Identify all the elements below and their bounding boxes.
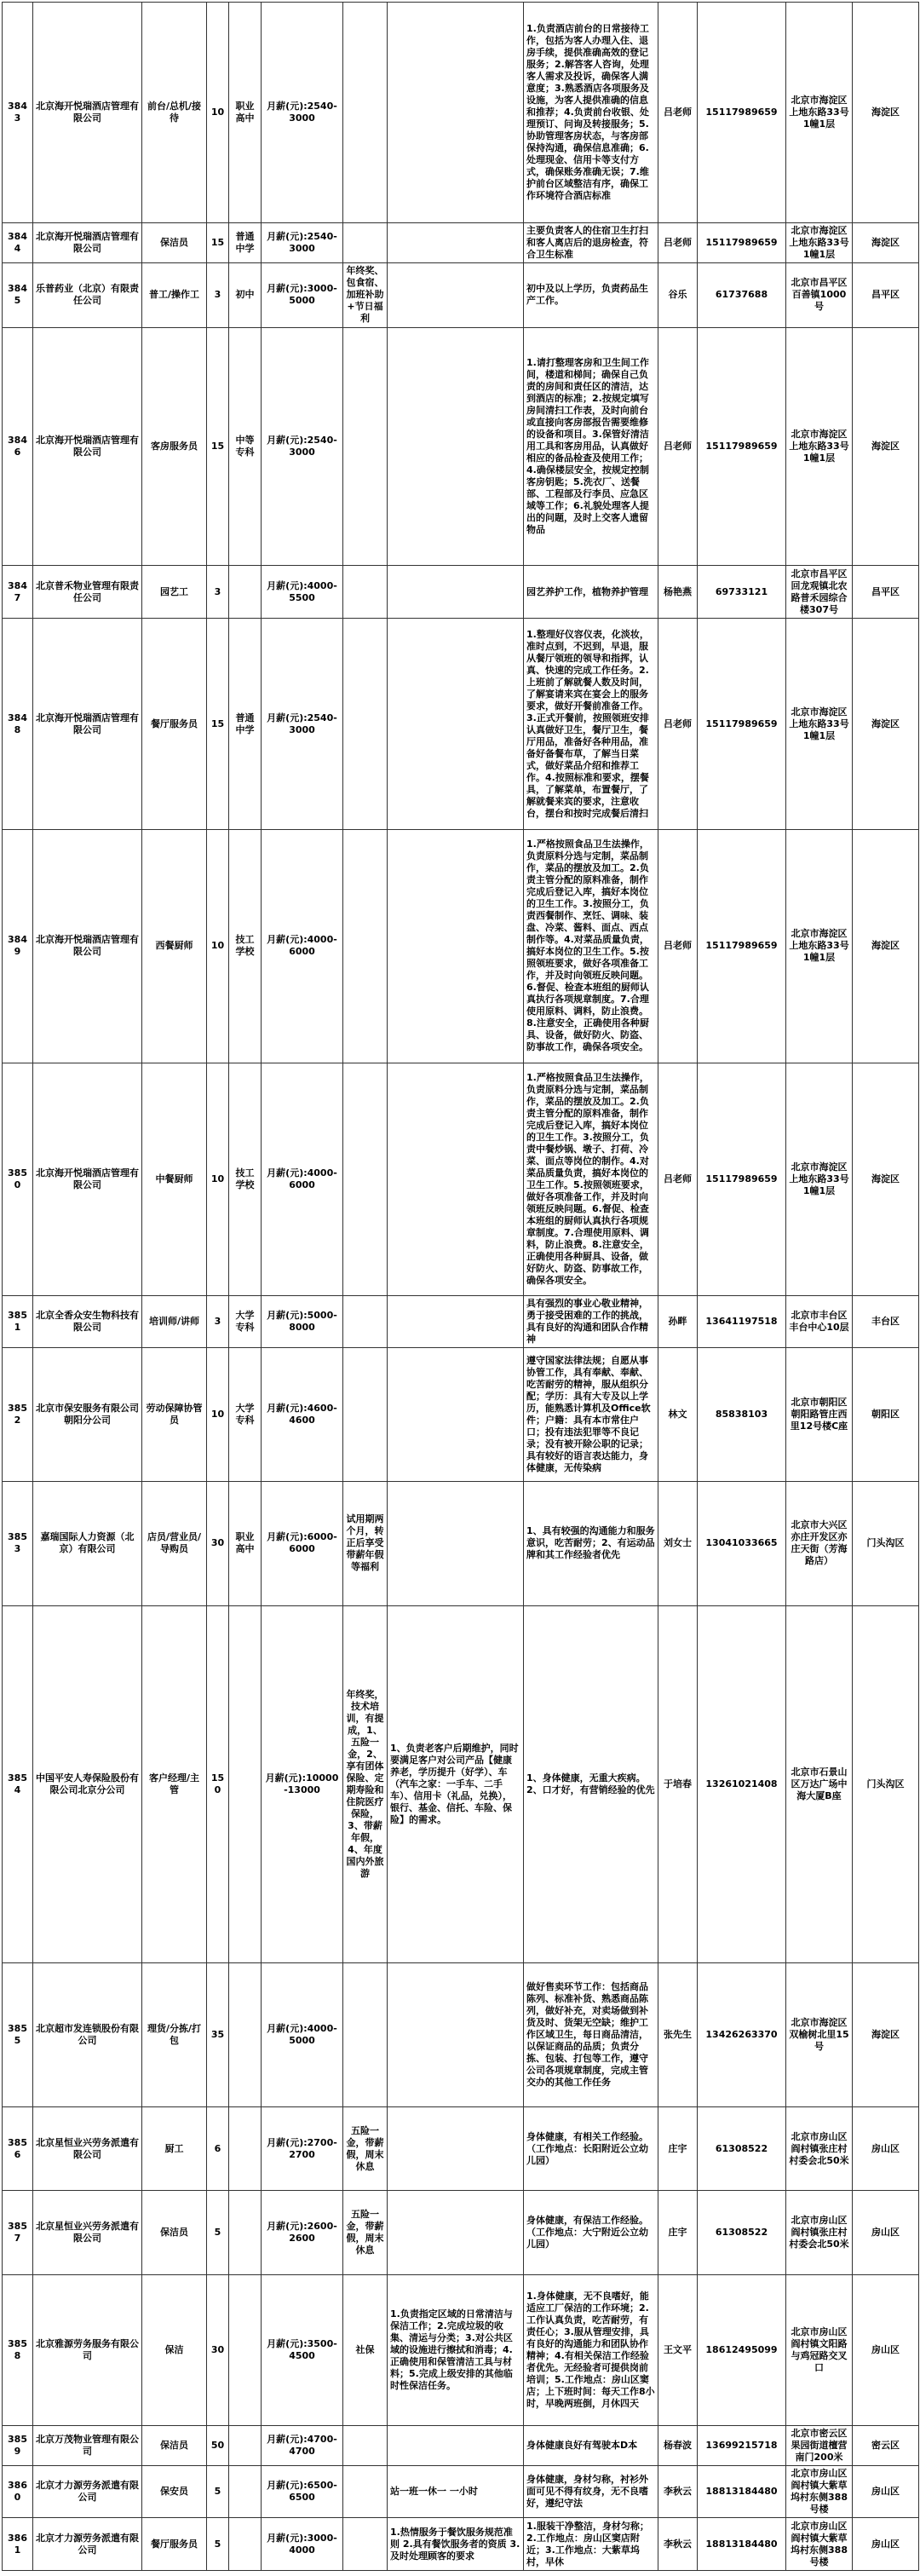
district-cell: 房山区 — [853, 2191, 919, 2274]
contact-cell: 谷乐 — [658, 262, 698, 327]
address-cell: 北京市海淀区上地东路33号1幢1层 — [786, 618, 853, 829]
company-cell: 北京海开悦瑞酒店管理有限公司 — [33, 1063, 142, 1295]
benefits-cell — [343, 2465, 388, 2518]
benefits-cell — [343, 830, 388, 1063]
position-cell: 保洁员 — [142, 2191, 207, 2274]
position-cell: 理货/分拣/打包 — [142, 1963, 207, 2107]
phone-cell: 15117989659 — [698, 618, 786, 829]
table-row — [3, 1481, 919, 1605]
row-id-cell: 3850 — [3, 1063, 33, 1295]
requirements-cell — [388, 618, 524, 829]
table-row — [3, 262, 919, 327]
contact-cell: 于培春 — [658, 1605, 698, 1962]
position-cell: 店员/营业员/导购员 — [142, 1481, 207, 1605]
conditions-cell: 1.服装干净整洁，身材匀称；2.工作地点：房山区窦店附近；3.工作地点：大紫草坞村，早休 — [524, 2518, 658, 2571]
conditions-cell: 身体健康，有相关工作经验。（工作地点：长阳附近公立幼儿园） — [524, 2107, 658, 2191]
row-id-cell: 3854 — [3, 1605, 33, 1962]
company-cell: 北京海开悦瑞酒店管理有限公司 — [33, 830, 142, 1063]
benefits-cell — [343, 1295, 388, 1348]
requirements-cell — [388, 222, 524, 262]
salary-cell: 月薪(元):2540-3000 — [262, 222, 343, 262]
position-cell: 培训师/讲师 — [142, 1295, 207, 1348]
position-cell: 厨工 — [142, 2107, 207, 2191]
phone-cell: 18813184480 — [698, 2518, 786, 2571]
contact-cell: 庄宇 — [658, 2107, 698, 2191]
education-cell — [229, 566, 262, 619]
row-id-cell: 3856 — [3, 2107, 33, 2191]
table-row — [3, 222, 919, 262]
salary-cell: 月薪(元):2600-2600 — [262, 2191, 343, 2274]
contact-cell: 林文 — [658, 1348, 698, 1481]
conditions-cell: 1.严格按照食品卫生法操作，负责原料分选与定制，菜品制作，菜品的摆放及加工。2.负责主管分配的原料准备，制作完成后登记入库，搞好本岗位的卫生工作。3.按照分工，负责中餐炒锅、墩子、打荷、冷菜、面点等岗位的制作。4.对菜品质量负责，搞好本岗位的卫生工作。5.按照领班要求，做好各项准备工作，并及时向领班反映问题。6.督促、检查本班组的厨师认真执行各项规章制度。7.合理使用原料、调料，防止浪费。8.注意安全，正确使用各种厨具、设备，做好防火、防盗、防事故工作，确保各项安全。 — [524, 1063, 658, 1295]
district-cell: 海淀区 — [853, 327, 919, 566]
benefits-cell — [343, 1348, 388, 1481]
row-id-cell: 3845 — [3, 262, 33, 327]
row-id-cell: 3860 — [3, 2465, 33, 2518]
district-cell: 门头沟区 — [853, 1605, 919, 1962]
benefits-cell: 五险一金，带薪假，周末休息 — [343, 2107, 388, 2191]
company-cell: 北京海开悦瑞酒店管理有限公司 — [33, 222, 142, 262]
company-cell: 北京万茂物业管理有限公司 — [33, 2425, 142, 2465]
contact-cell: 吕老师 — [658, 618, 698, 829]
requirements-cell — [388, 3, 524, 223]
headcount-cell: 35 — [207, 1963, 229, 2107]
education-cell — [229, 2465, 262, 2518]
contact-cell: 李秋云 — [658, 2518, 698, 2571]
phone-cell: 13261021408 — [698, 1605, 786, 1962]
requirements-cell — [388, 566, 524, 619]
requirements-cell: 1.负责指定区域的日常清洁与保洁工作；2.完成垃圾的收集、清运与分类；3.对公共区域的设施进行擦拭和消毒；4.正确使用和保管清洁工具与材料；5.完成上级安排的其他临时性保洁任务。 — [388, 2274, 524, 2425]
conditions-cell: 1.身体健康，无不良嗜好，能适应工厂保洁的工作环境；2.工作认真负责，吃苦耐劳，有责任心；3.服从管理安排，具有良好的沟通能力和团队协作精神；4.有相关保洁工作经验者优先。无经验者可提供岗前培训；5.工作地点：房山区窦店；上下班时间：每天工作8小时，早晚两班倒，月休四天 — [524, 2274, 658, 2425]
education-cell: 大学专科 — [229, 1295, 262, 1348]
phone-cell: 85838103 — [698, 1348, 786, 1481]
conditions-cell: 身体健康，有保洁工作经验。（工作地点：大宁附近公立幼儿园） — [524, 2191, 658, 2274]
phone-cell: 61308522 — [698, 2191, 786, 2274]
address-cell: 北京市海淀区上地东路33号1幢1层 — [786, 222, 853, 262]
company-cell: 北京才力源劳务派遣有限公司 — [33, 2518, 142, 2571]
headcount-cell: 10 — [207, 830, 229, 1063]
company-cell: 北京星恒业兴劳务派遣有限公司 — [33, 2107, 142, 2191]
salary-cell: 月薪(元):2540-3000 — [262, 327, 343, 566]
salary-cell: 月薪(元):4000-5500 — [262, 566, 343, 619]
headcount-cell: 3 — [207, 566, 229, 619]
requirements-cell — [388, 1348, 524, 1481]
requirements-cell — [388, 1295, 524, 1348]
requirements-cell — [388, 2191, 524, 2274]
job-listings-body — [3, 3, 919, 2571]
contact-cell: 刘女士 — [658, 1481, 698, 1605]
district-cell: 昌平区 — [853, 262, 919, 327]
salary-cell: 月薪(元):6000-6000 — [262, 1481, 343, 1605]
company-cell: 北京海开悦瑞酒店管理有限公司 — [33, 3, 142, 223]
row-id-cell: 3855 — [3, 1963, 33, 2107]
conditions-cell: 园艺养护工作，植物养护管理 — [524, 566, 658, 619]
address-cell: 北京市朝阳区朝阳路管庄西里12号楼C座 — [786, 1348, 853, 1481]
requirements-cell — [388, 2107, 524, 2191]
education-cell: 普通中学 — [229, 222, 262, 262]
row-id-cell: 3851 — [3, 1295, 33, 1348]
requirements-cell: 1、负责老客户后期维护，同时要满足客户对公司产品【健康养老，学历提升（好学）、车（汽车之家：一手车、二手车）、信用卡（礼品，兑换），银行、基金、信托、车险、保险】的需求。 — [388, 1605, 524, 1962]
conditions-cell: 身体健康，身材匀称，衬衫外面可见不得有纹身，无不良嗜好，遵纪守法 — [524, 2465, 658, 2518]
conditions-cell: 遵守国家法律法规；自愿从事协管工作，具有奉献、奉献、吃苦耐劳的精神，服从组织分配；学历：具有大专及以上学历，能熟悉计算机及Office软件；户籍：具有本市常住户口；投有违法犯罪等不良记录；没有被开除公职的记录；具有较好的语言表达能力，身体健康，无传染病 — [524, 1348, 658, 1481]
conditions-cell: 1、具有较强的沟通能力和服务意识，吃苦耐劳；2、有运动品牌和其工作经验者优先 — [524, 1481, 658, 1605]
district-cell: 丰台区 — [853, 1295, 919, 1348]
salary-cell: 月薪(元):4000-6000 — [262, 830, 343, 1063]
education-cell — [229, 2518, 262, 2571]
table-row — [3, 2518, 919, 2571]
phone-cell: 69733121 — [698, 566, 786, 619]
row-id-cell: 3843 — [3, 3, 33, 223]
phone-cell: 15117989659 — [698, 327, 786, 566]
position-cell: 西餐厨师 — [142, 830, 207, 1063]
table-row — [3, 1963, 919, 2107]
requirements-cell: 1.热情服务于餐饮服务规范准则 2.具有餐饮服务者的资质 3.及时处理顾客的要求 — [388, 2518, 524, 2571]
district-cell: 昌平区 — [853, 566, 919, 619]
company-cell: 北京海开悦瑞酒店管理有限公司 — [33, 327, 142, 566]
job-listings-table — [2, 2, 919, 2571]
district-cell: 房山区 — [853, 2518, 919, 2571]
company-cell: 嘉瑞国际人力资源（北京）有限公司 — [33, 1481, 142, 1605]
requirements-cell: 站一班一休一 一小时 — [388, 2465, 524, 2518]
table-row — [3, 1063, 919, 1295]
conditions-cell: 1.整理好仪容仪表，化淡妆，准时点到，不迟到，早退，服从餐厅领班的领导和指挥，认真、快速的完成工作任务。2.上班前了解就餐人数及时间，了解宴请来宾在宴会上的服务要求，做好开餐前准备工作。3.正式开餐前，按照领班安排认真做好卫生，餐厅卫生，餐厅用品，准备好各种用品，准备好备餐布草，了解当日菜式，做好菜品介绍和推荐工作。4.按照标准和要求，摆餐具，了解菜单，布置餐厅，了解就餐来宾的要求，注意收台，摆台和按时完成餐后清扫 — [524, 618, 658, 829]
salary-cell: 月薪(元):3000-5000 — [262, 262, 343, 327]
company-cell: 北京海开悦瑞酒店管理有限公司 — [33, 618, 142, 829]
education-cell: 技工学校 — [229, 1063, 262, 1295]
row-id-cell: 3853 — [3, 1481, 33, 1605]
address-cell: 北京市房山区阎村镇大紫草坞村东侧388号楼 — [786, 2465, 853, 2518]
address-cell: 北京市石景山区万达广场中海大厦B座 — [786, 1605, 853, 1962]
headcount-cell: 5 — [207, 2465, 229, 2518]
row-id-cell: 3858 — [3, 2274, 33, 2425]
table-row — [3, 830, 919, 1063]
phone-cell: 13426263370 — [698, 1963, 786, 2107]
table-row — [3, 566, 919, 619]
district-cell: 海淀区 — [853, 1963, 919, 2107]
contact-cell: 吕老师 — [658, 1063, 698, 1295]
address-cell: 北京市大兴区亦庄开发区亦庄天街（芳海路店） — [786, 1481, 853, 1605]
address-cell: 北京市海淀区上地东路33号1幢1层 — [786, 1063, 853, 1295]
education-cell — [229, 2425, 262, 2465]
salary-cell: 月薪(元):2700-2700 — [262, 2107, 343, 2191]
table-row — [3, 1348, 919, 1481]
requirements-cell — [388, 327, 524, 566]
company-cell: 北京市保安服务有限公司朝阳分公司 — [33, 1348, 142, 1481]
table-row — [3, 2465, 919, 2518]
contact-cell: 杨艳燕 — [658, 566, 698, 619]
salary-cell: 月薪(元):4700-4700 — [262, 2425, 343, 2465]
address-cell: 北京市海淀区上地东路33号1幢1层 — [786, 327, 853, 566]
salary-cell: 月薪(元):4600-4600 — [262, 1348, 343, 1481]
headcount-cell: 30 — [207, 2274, 229, 2425]
district-cell: 海淀区 — [853, 3, 919, 223]
position-cell: 保洁员 — [142, 222, 207, 262]
salary-cell: 月薪(元):4000-5000 — [262, 1963, 343, 2107]
position-cell: 园艺工 — [142, 566, 207, 619]
salary-cell: 月薪(元):6500-6500 — [262, 2465, 343, 2518]
phone-cell: 61308522 — [698, 2107, 786, 2191]
row-id-cell: 3846 — [3, 327, 33, 566]
table-row — [3, 1295, 919, 1348]
table-row — [3, 2191, 919, 2274]
address-cell: 北京市海淀区上地东路33号1幢1层 — [786, 3, 853, 223]
education-cell: 初中 — [229, 262, 262, 327]
salary-cell: 月薪(元):10000-13000 — [262, 1605, 343, 1962]
contact-cell: 庄宇 — [658, 2191, 698, 2274]
salary-cell: 月薪(元):5000-8000 — [262, 1295, 343, 1348]
phone-cell: 15117989659 — [698, 830, 786, 1063]
company-cell: 北京普禾物业管理有限责任公司 — [33, 566, 142, 619]
contact-cell: 吕老师 — [658, 830, 698, 1063]
row-id-cell: 3849 — [3, 830, 33, 1063]
row-id-cell: 3857 — [3, 2191, 33, 2274]
district-cell: 门头沟区 — [853, 1481, 919, 1605]
education-cell — [229, 2191, 262, 2274]
position-cell: 前台/总机/接待 — [142, 3, 207, 223]
district-cell: 海淀区 — [853, 222, 919, 262]
requirements-cell — [388, 1963, 524, 2107]
table-row — [3, 618, 919, 829]
requirements-cell — [388, 1063, 524, 1295]
headcount-cell: 10 — [207, 1063, 229, 1295]
district-cell: 密云区 — [853, 2425, 919, 2465]
contact-cell: 吕老师 — [658, 3, 698, 223]
address-cell: 北京市密云区果园街道檀营南门200米 — [786, 2425, 853, 2465]
headcount-cell: 10 — [207, 1348, 229, 1481]
position-cell: 中餐厨师 — [142, 1063, 207, 1295]
education-cell — [229, 2274, 262, 2425]
salary-cell: 月薪(元):2540-3000 — [262, 3, 343, 223]
row-id-cell: 3852 — [3, 1348, 33, 1481]
contact-cell: 吕老师 — [658, 327, 698, 566]
education-cell — [229, 2107, 262, 2191]
district-cell: 朝阳区 — [853, 1348, 919, 1481]
education-cell: 技工学校 — [229, 830, 262, 1063]
phone-cell: 15117989659 — [698, 3, 786, 223]
district-cell: 房山区 — [853, 2107, 919, 2191]
company-cell: 北京星恒业兴劳务派遣有限公司 — [33, 2191, 142, 2274]
headcount-cell: 30 — [207, 1481, 229, 1605]
address-cell: 北京市海淀区双榆树北里15号 — [786, 1963, 853, 2107]
contact-cell: 王文平 — [658, 2274, 698, 2425]
phone-cell: 15117989659 — [698, 1063, 786, 1295]
benefits-cell — [343, 2425, 388, 2465]
requirements-cell — [388, 262, 524, 327]
benefits-cell — [343, 3, 388, 223]
company-cell: 北京全香众安生物科技有限公司 — [33, 1295, 142, 1348]
table-row — [3, 2425, 919, 2465]
conditions-cell: 1.负责酒店前台的日常接待工作，包括为客人办理入住、退房手续，提供准确高效的登记服务；2.解答客人咨询，处理客人需求及投诉，确保客人满意度；3.熟悉酒店各项服务及设施，为客人提供准确的信息和推荐；4.负责前台收银、处理预订、问询及转接服务；5.协助管理客房状态，与客房部保持沟通，确保信息准确；6.处理现金、信用卡等支付方式，确保账务准确无误；7.维护前台区域整洁有序，确保工作环境符合酒店标准 — [524, 3, 658, 223]
contact-cell: 吕老师 — [658, 222, 698, 262]
headcount-cell: 3 — [207, 1295, 229, 1348]
row-id-cell: 3848 — [3, 618, 33, 829]
phone-cell: 13699215718 — [698, 2425, 786, 2465]
contact-cell: 张先生 — [658, 1963, 698, 2107]
benefits-cell — [343, 566, 388, 619]
headcount-cell: 6 — [207, 2107, 229, 2191]
address-cell: 北京市房山区阎村镇张庄村村委会北50米 — [786, 2107, 853, 2191]
position-cell: 餐厅服务员 — [142, 2518, 207, 2571]
district-cell: 房山区 — [853, 2274, 919, 2425]
address-cell: 北京市房山区阎村镇文阳路与鸡冠路交叉口 — [786, 2274, 853, 2425]
address-cell: 北京市昌平区百善镇1000号 — [786, 262, 853, 327]
phone-cell: 13041033665 — [698, 1481, 786, 1605]
conditions-cell: 初中及以上学历，负责药品生产工作。 — [524, 262, 658, 327]
table-row — [3, 327, 919, 566]
contact-cell: 杨春波 — [658, 2425, 698, 2465]
education-cell: 职业高中 — [229, 3, 262, 223]
education-cell: 职业高中 — [229, 1481, 262, 1605]
district-cell: 海淀区 — [853, 1063, 919, 1295]
phone-cell: 15117989659 — [698, 222, 786, 262]
salary-cell: 月薪(元):4000-6000 — [262, 1063, 343, 1295]
district-cell: 房山区 — [853, 2465, 919, 2518]
position-cell: 餐厅服务员 — [142, 618, 207, 829]
education-cell — [229, 1963, 262, 2107]
education-cell: 大学专科 — [229, 1348, 262, 1481]
education-cell: 普通中学 — [229, 618, 262, 829]
benefits-cell — [343, 2518, 388, 2571]
position-cell: 保洁 — [142, 2274, 207, 2425]
address-cell: 北京市房山区阎村镇大紫草坞村东侧388号楼 — [786, 2518, 853, 2571]
company-cell: 乐普药业（北京）有限责任公司 — [33, 262, 142, 327]
contact-cell: 李秋云 — [658, 2465, 698, 2518]
address-cell: 北京市昌平区回龙观镇北农路普禾园综合楼307号 — [786, 566, 853, 619]
company-cell: 北京才力源劳务派遣有限公司 — [33, 2465, 142, 2518]
benefits-cell: 年终奖、包食宿、加班补助+节日福利 — [343, 262, 388, 327]
row-id-cell: 3861 — [3, 2518, 33, 2571]
conditions-cell: 1、身体健康，无重大疾病。2、口才好，有营销经验的优先 — [524, 1605, 658, 1962]
conditions-cell: 身体健康良好有驾驶本D本 — [524, 2425, 658, 2465]
conditions-cell: 1.严格按照食品卫生法操作，负责原料分选与定制，菜品制作，菜品的摆放及加工。2.负责主管分配的原料准备，制作完成后登记入库，搞好本岗位的卫生工作。3.按照分工，负责西餐制作、烹饪、调味、装盘、冷菜、酱料、面点、西点制作等。4.对菜品质量负责，搞好本岗位的卫生工作。5.按照领班要求，做好各项准备工作，并及时向领班反映问题。6.督促、检查本班组的厨师认真执行各项规章制度。7.合理使用原料、调料，防止浪费。8.注意安全，正确使用各种厨具、设备，做好防火、防盗、防事故工作，确保各项安全。 — [524, 830, 658, 1063]
benefits-cell: 社保 — [343, 2274, 388, 2425]
headcount-cell: 5 — [207, 2191, 229, 2274]
education-cell: 中等专科 — [229, 327, 262, 566]
company-cell: 北京超市发连锁股份有限公司 — [33, 1963, 142, 2107]
phone-cell: 18813184480 — [698, 2465, 786, 2518]
benefits-cell — [343, 327, 388, 566]
education-cell — [229, 1605, 262, 1962]
phone-cell: 61737688 — [698, 262, 786, 327]
benefits-cell — [343, 1963, 388, 2107]
benefits-cell — [343, 618, 388, 829]
headcount-cell: 150 — [207, 1605, 229, 1962]
address-cell: 北京市丰台区丰台中心10层 — [786, 1295, 853, 1348]
table-row — [3, 1605, 919, 1962]
table-row — [3, 2107, 919, 2191]
position-cell: 客房服务员 — [142, 327, 207, 566]
headcount-cell: 50 — [207, 2425, 229, 2465]
headcount-cell: 15 — [207, 327, 229, 566]
benefits-cell: 五险一金，带薪假，周末休息 — [343, 2191, 388, 2274]
headcount-cell: 5 — [207, 2518, 229, 2571]
benefits-cell: 试用期两个月，转正后享受带薪年假等福利 — [343, 1481, 388, 1605]
conditions-cell: 具有强烈的事业心敬业精神，勇于接受困难的工作的挑战，具有良好的沟通和团队合作精神 — [524, 1295, 658, 1348]
position-cell: 保安员 — [142, 2465, 207, 2518]
conditions-cell: 做好售卖环节工作：包括商品陈列、标准补货、熟悉商品陈列，做好补充，对卖场做到补货及时、货架无空缺；维护工作区域卫生，每日商品清洁，以保证商品的品质；负责分拣、包装、打包等工作，遵守公司各项规章制度，完成主管交办的其他工作任务 — [524, 1963, 658, 2107]
headcount-cell: 15 — [207, 222, 229, 262]
requirements-cell — [388, 1481, 524, 1605]
company-cell: 中国平安人寿保险股份有限公司北京分公司 — [33, 1605, 142, 1962]
district-cell: 海淀区 — [853, 830, 919, 1063]
position-cell: 客户经理/主管 — [142, 1605, 207, 1962]
row-id-cell: 3859 — [3, 2425, 33, 2465]
district-cell: 海淀区 — [853, 618, 919, 829]
requirements-cell — [388, 2425, 524, 2465]
conditions-cell: 1.请打整理客房和卫生间工作间，楼道和梯间；确保自己负责的房间和责任区的清洁，达到酒店的标准；2.按规定填写房间清扫工作表，及时向前台或直接向客房部报告需要维修的设备和项目。3.保管好清洁用工具和客房用品，认真做好相应的备品检查及使用工作；4.确保楼层安全，按规定控制客房钥匙；5.洗衣厂、送餐部、工程部及行李员、应急区域等工作；6.礼貌处理客人提出的问题，及时上交客人遗留物品 — [524, 327, 658, 566]
headcount-cell: 3 — [207, 262, 229, 327]
benefits-cell — [343, 1063, 388, 1295]
address-cell: 北京市海淀区上地东路33号1幢1层 — [786, 830, 853, 1063]
salary-cell: 月薪(元):3500-4500 — [262, 2274, 343, 2425]
phone-cell: 13641197518 — [698, 1295, 786, 1348]
conditions-cell: 主要负责客人的住宿卫生打扫和客人离店后的退房检查，符合卫生标准 — [524, 222, 658, 262]
table-row — [3, 3, 919, 223]
company-cell: 北京雅源劳务服务有限公司 — [33, 2274, 142, 2425]
position-cell: 普工/操作工 — [142, 262, 207, 327]
requirements-cell — [388, 830, 524, 1063]
row-id-cell: 3847 — [3, 566, 33, 619]
phone-cell: 18612495099 — [698, 2274, 786, 2425]
headcount-cell: 10 — [207, 3, 229, 223]
benefits-cell: 年终奖，技术培训，有提成，1、五险一金，2、享有团体保险、定期寿险和住院医疗保险，3、带薪年假，4、年度国内外旅游 — [343, 1605, 388, 1962]
salary-cell: 月薪(元):2540-3000 — [262, 618, 343, 829]
table-row — [3, 2274, 919, 2425]
benefits-cell — [343, 222, 388, 262]
address-cell: 北京市房山区阎村镇张庄村村委会北50米 — [786, 2191, 853, 2274]
headcount-cell: 15 — [207, 618, 229, 829]
position-cell: 保洁员 — [142, 2425, 207, 2465]
contact-cell: 孙畔 — [658, 1295, 698, 1348]
position-cell: 劳动保障协管员 — [142, 1348, 207, 1481]
row-id-cell: 3844 — [3, 222, 33, 262]
salary-cell: 月薪(元):3000-4000 — [262, 2518, 343, 2571]
